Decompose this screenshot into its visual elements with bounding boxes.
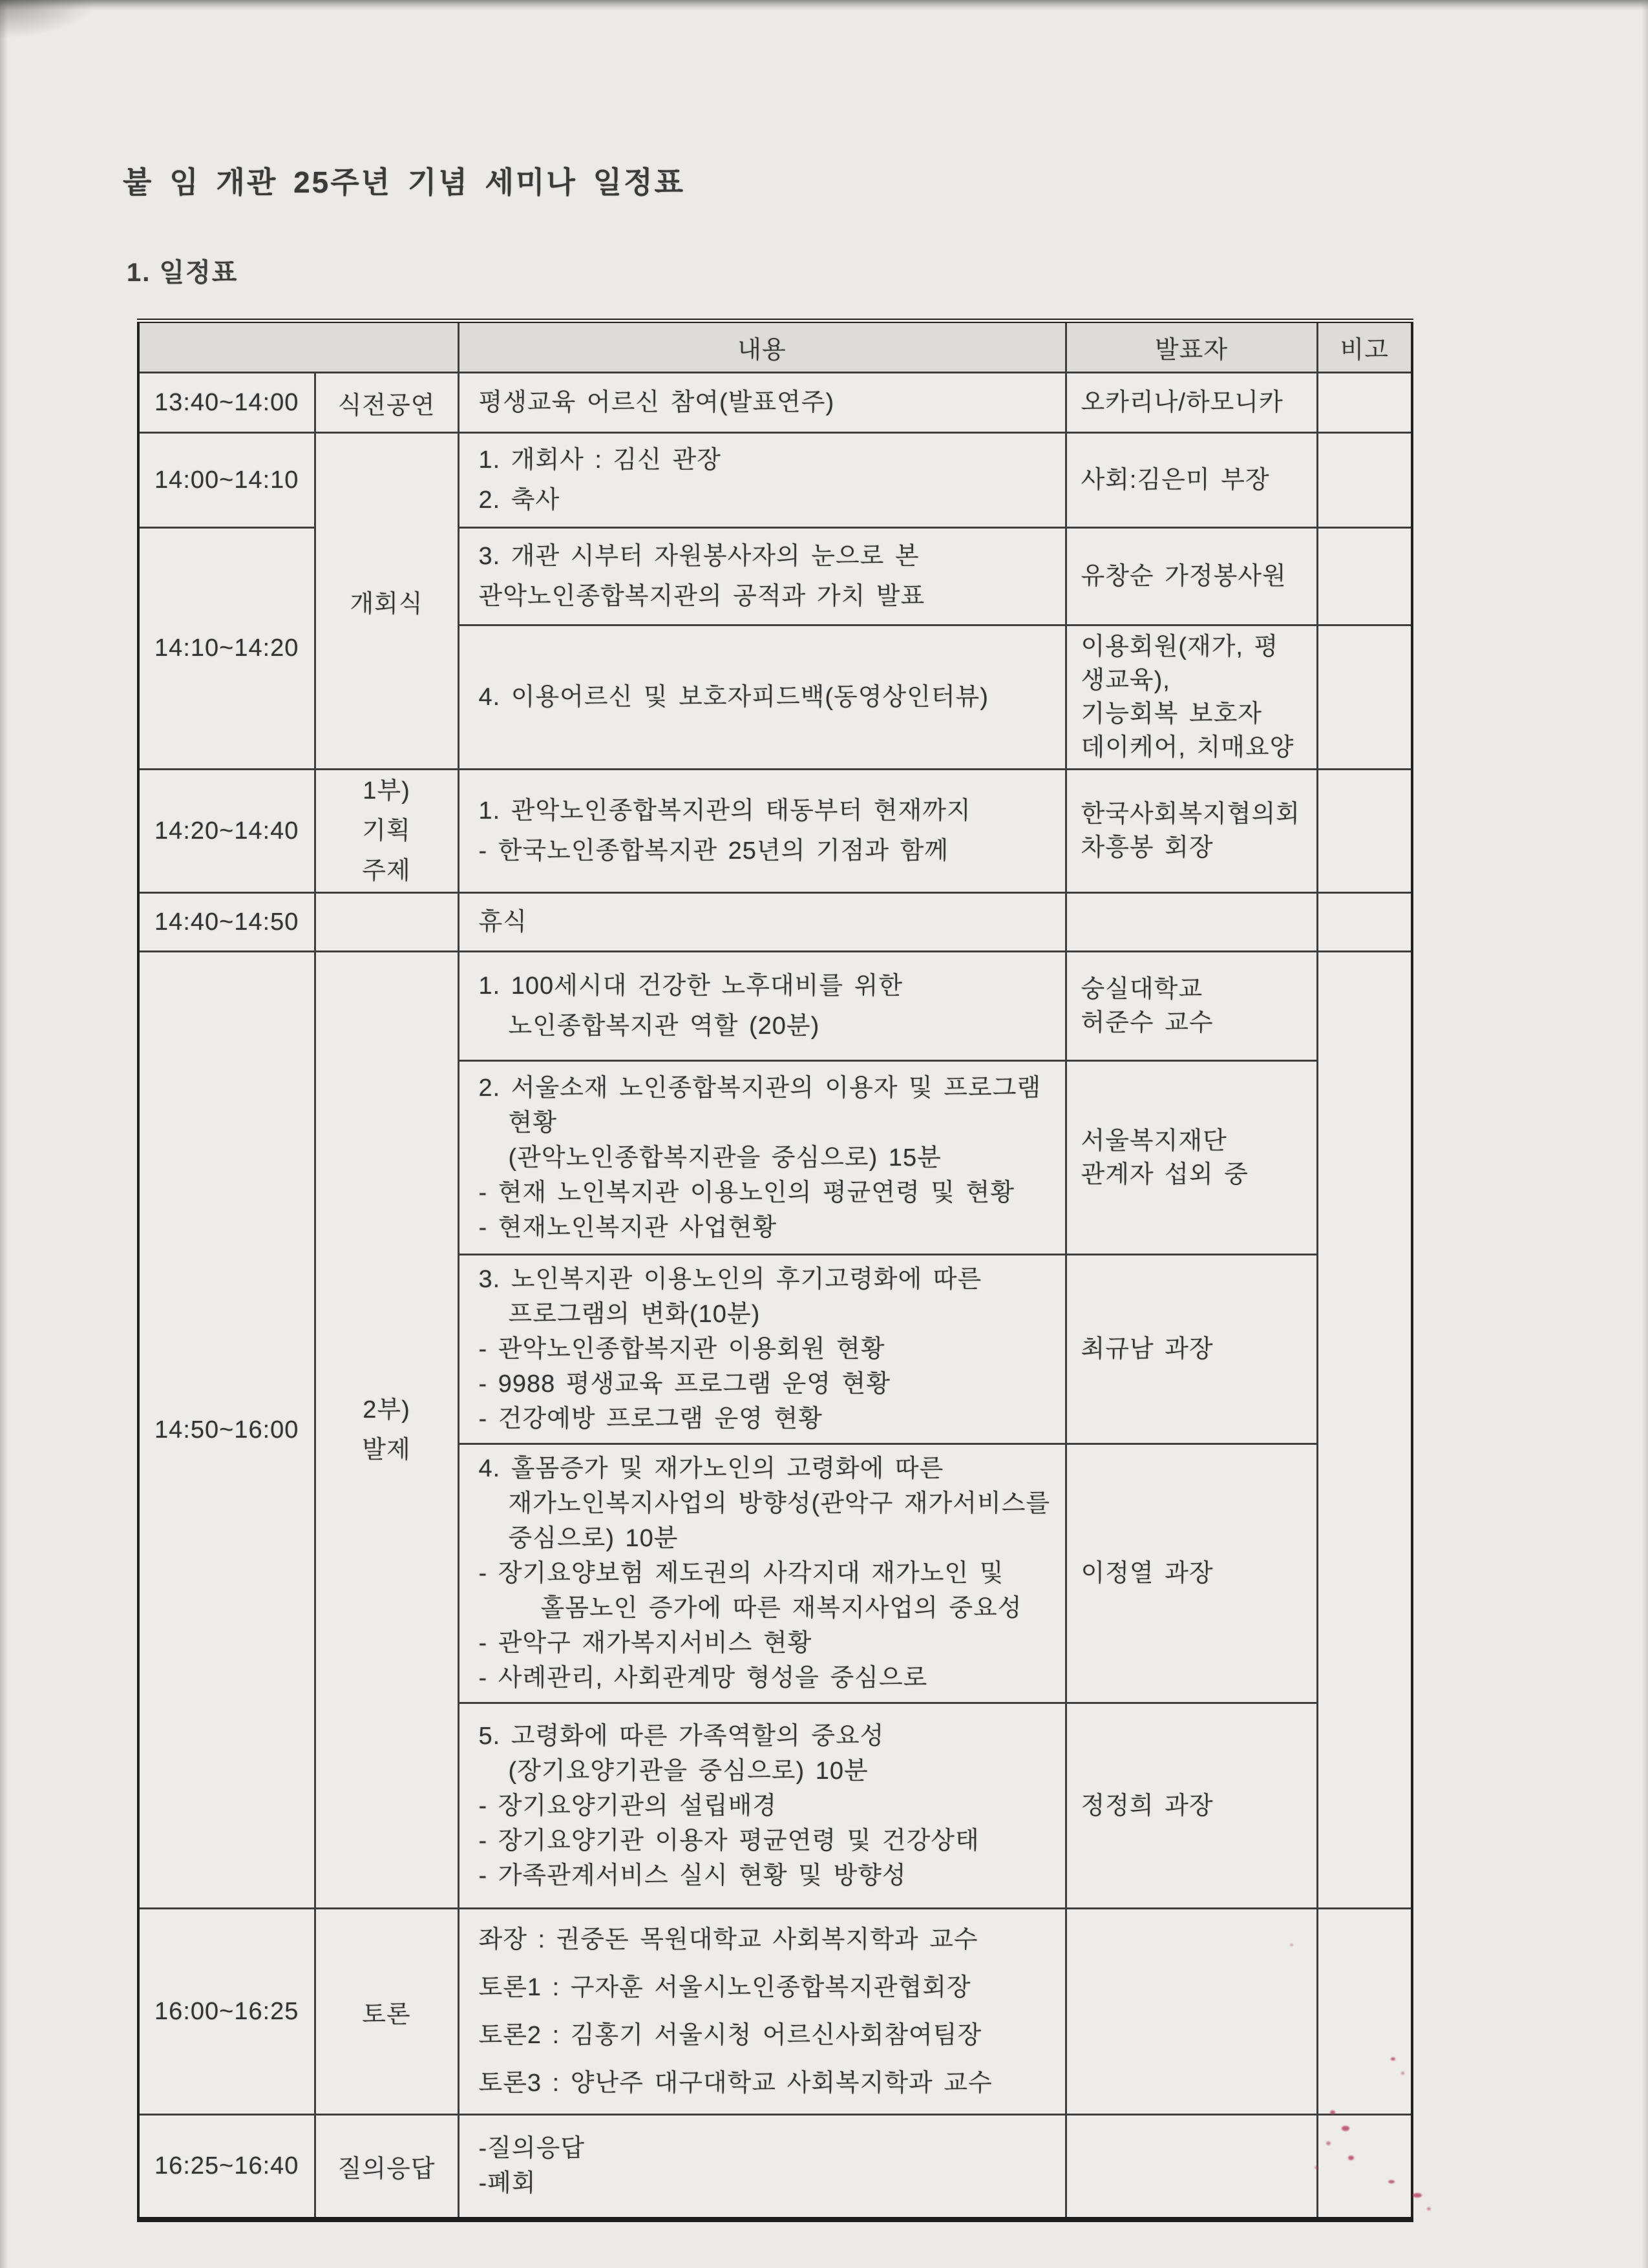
table-row bbox=[138, 893, 1412, 952]
scan-edge-left bbox=[0, 0, 8, 2268]
time-cell: 14:20~14:40 bbox=[138, 770, 315, 893]
category-cell: 질의응답 bbox=[315, 2115, 458, 2220]
header-remarks: 비고 bbox=[1317, 321, 1412, 373]
table-row bbox=[138, 1909, 1412, 2115]
time-cell: 13:40~14:00 bbox=[138, 373, 315, 433]
scan-corner-shadow bbox=[0, 0, 97, 39]
time-cell: 14:40~14:50 bbox=[138, 893, 315, 952]
scan-edge-right bbox=[1642, 0, 1648, 2268]
table-row bbox=[138, 373, 1412, 433]
category-cell: 식전공연 bbox=[315, 373, 458, 433]
content-cell: 2. 서울소재 노인종합복지관의 이용자 및 프로그램 현황 (관악노인종합복지관을 중심으로) 15분 - 현재 노인복지관 이용노인의 평균연령 및 현황 - 현재노인복지관 사업현황 bbox=[458, 1061, 1066, 1255]
presenter-cell bbox=[1066, 893, 1317, 952]
content-cell: 평생교육 어르신 참여(발표연주) bbox=[458, 373, 1066, 433]
time-cell: 16:00~16:25 bbox=[138, 1909, 315, 2115]
remarks-cell bbox=[1317, 1909, 1412, 2115]
header-content: 내용 bbox=[458, 321, 1066, 373]
presenter-cell: 한국사회복지협의회 차흥봉 회장 bbox=[1066, 770, 1317, 893]
header-presenter: 발표자 bbox=[1066, 321, 1317, 373]
presenter-cell: 이정열 과장 bbox=[1066, 1444, 1317, 1703]
presenter-cell: 유창순 가정봉사원 bbox=[1066, 528, 1317, 625]
table-row bbox=[138, 952, 1412, 1061]
content-cell: 4. 이용어르신 및 보호자피드백(동영상인터뷰) bbox=[458, 625, 1066, 770]
remarks-cell bbox=[1317, 893, 1412, 952]
section-heading: 1. 일정표 bbox=[127, 258, 238, 287]
remarks-cell bbox=[1317, 952, 1412, 1909]
remarks-cell bbox=[1317, 770, 1412, 893]
content-cell: 5. 고령화에 따른 가족역할의 중요성 (장기요양기관을 중심으로) 10분 - 장기요양기관의 설립배경 - 장기요양기관 이용자 평균연령 및 건강상태 - 가족관계서비스 실시 현황 및 방향성 bbox=[458, 1703, 1066, 1909]
presenter-cell bbox=[1066, 2115, 1317, 2220]
presenter-cell: 정정희 과장 bbox=[1066, 1703, 1317, 1909]
presenter-cell: 오카리나/하모니카 bbox=[1066, 373, 1317, 433]
presenter-cell: 최규남 과장 bbox=[1066, 1255, 1317, 1444]
time-cell: 14:10~14:20 bbox=[138, 528, 315, 770]
content-cell: 1. 100세시대 건강한 노후대비를 위한 노인종합복지관 역할 (20분) bbox=[458, 952, 1066, 1061]
table-row bbox=[138, 433, 1412, 528]
remarks-cell bbox=[1317, 528, 1412, 625]
content-cell: 3. 노인복지관 이용노인의 후기고령화에 따른 프로그램의 변화(10분) - 관악노인종합복지관 이용회원 현황 - 9988 평생교육 프로그램 운영 현황 - 건강예방 프로그램 운영 현황 bbox=[458, 1255, 1066, 1444]
schedule-table bbox=[137, 319, 1413, 2222]
content-cell: 1. 관악노인종합복지관의 태동부터 현재까지 - 한국노인종합복지관 25년의 기점과 함께 bbox=[458, 770, 1066, 893]
presenter-cell bbox=[1066, 1909, 1317, 2115]
category-cell: 1부) 기획 주제 bbox=[315, 770, 458, 893]
presenter-cell: 숭실대학교 허준수 교수 bbox=[1066, 952, 1317, 1061]
presenter-cell: 사회:김은미 부장 bbox=[1066, 433, 1317, 528]
category-cell bbox=[315, 893, 458, 952]
content-cell: 3. 개관 시부터 자원봉사자의 눈으로 본 관악노인종합복지관의 공적과 가치 발표 bbox=[458, 528, 1066, 625]
table-row bbox=[138, 770, 1412, 893]
page-title: 붙 임 개관 25주년 기념 세미나 일정표 bbox=[123, 165, 685, 199]
table-row bbox=[138, 2115, 1412, 2220]
remarks-cell bbox=[1317, 625, 1412, 770]
time-cell: 16:25~16:40 bbox=[138, 2115, 315, 2220]
content-cell: 4. 홀몸증가 및 재가노인의 고령화에 따른 재가노인복지사업의 방향성(관악구 재가서비스를 중심으로) 10분 - 장기요양보험 제도권의 사각지대 재가노인 및 홀몸노인 증가에 따른 재복지사업의 중요성 - 관악구 재가복지서비스 현황 - 사례관리, 사회관계망 형성을 중심으로 bbox=[458, 1444, 1066, 1703]
scan-edge-top bbox=[0, 0, 1648, 10]
category-cell: 개회식 bbox=[315, 433, 458, 770]
category-cell: 토론 bbox=[315, 1909, 458, 2115]
content-cell: -질의응답 -폐회 bbox=[458, 2115, 1066, 2220]
header-empty-cell bbox=[138, 321, 458, 373]
presenter-cell: 서울복지재단 관계자 섭외 중 bbox=[1066, 1061, 1317, 1255]
content-cell: 1. 개회사 : 김신 관장 2. 축사 bbox=[458, 433, 1066, 528]
time-cell: 14:50~16:00 bbox=[138, 952, 315, 1909]
content-cell: 좌장 : 권중돈 목원대학교 사회복지학과 교수 토론1 : 구자훈 서울시노인종합복지관협회장 토론2 : 김홍기 서울시청 어르신사회참여팀장 토론3 : 양난주 대구대학교 사회복지학과 교수 bbox=[458, 1909, 1066, 2115]
content-cell: 휴식 bbox=[458, 893, 1066, 952]
category-cell: 2부) 발제 bbox=[315, 952, 458, 1909]
remarks-cell bbox=[1317, 373, 1412, 433]
remarks-cell bbox=[1317, 433, 1412, 528]
remarks-cell bbox=[1317, 2115, 1412, 2220]
presenter-cell: 이용회원(재가, 평 생교육), 기능회복 보호자 데이케어, 치매요양 bbox=[1066, 625, 1317, 770]
time-cell: 14:00~14:10 bbox=[138, 433, 315, 528]
table-header-row bbox=[138, 321, 1412, 373]
